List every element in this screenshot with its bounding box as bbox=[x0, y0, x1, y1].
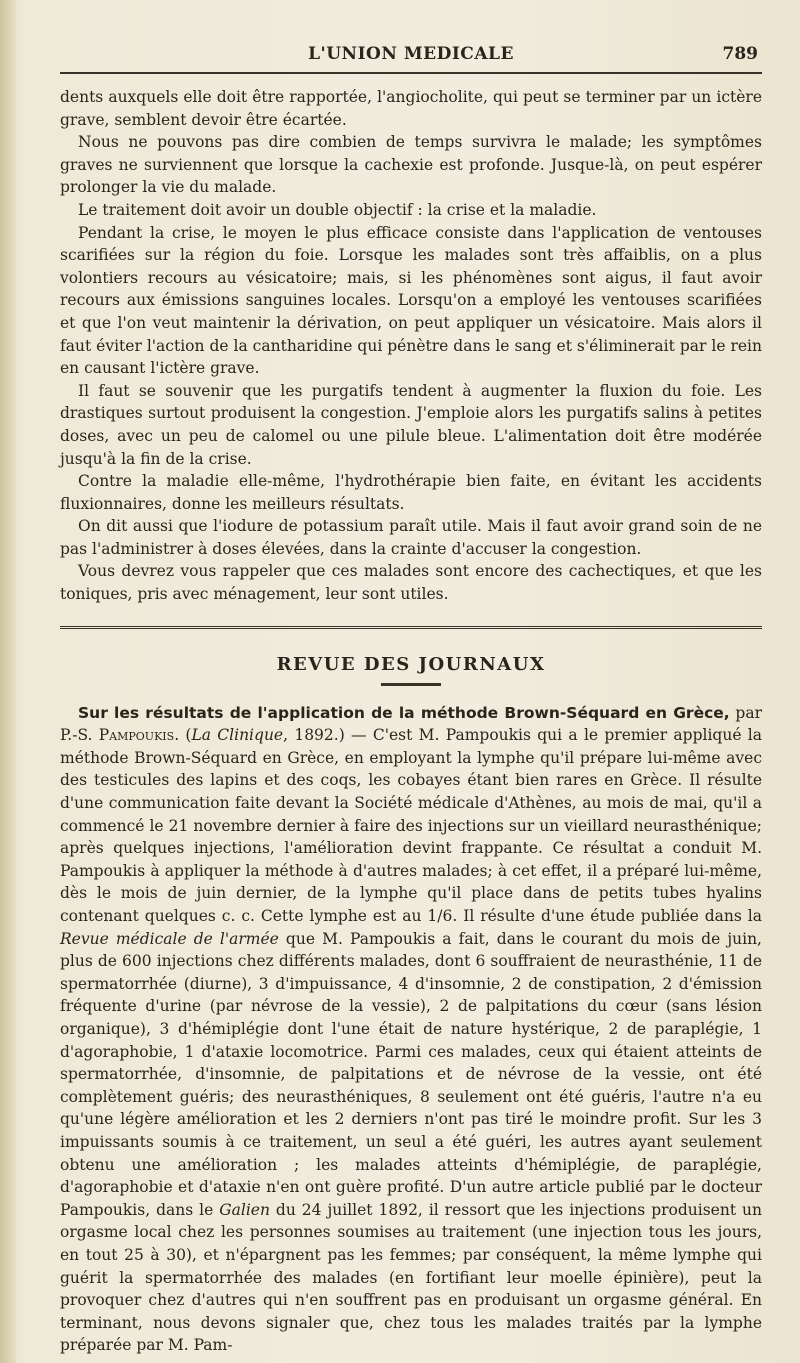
paragraph: Vous devrez vous rappeler que ces malades sont encore des cachectiques, et que les toniques, pris avec ménagement, leur sont utiles. bbox=[60, 562, 762, 604]
paragraph: Il faut se souvenir que les purgatifs tendent à augmenter la fluxion du foie. Les drastiques surtout produisent la congestion. J'emploie alors les purgatifs salins à petites doses, avec un peu de calomel ou une pilule bleue. L'alimentation doit être modérée jusqu'à la fin de la crise. bbox=[60, 381, 762, 468]
paragraph: Pendant la crise, le moyen le plus efficace consiste dans l'application de ventouses scarifiées sur la région du foie. Lorsque les malades sont très affaiblis, on a plus volontiers recours au vésicatoire; mais, si les phénomènes sont aigus, il faut avoir recours aux émissions sanguines locales. Lorsqu'on a employé les ventouses scarifiées et que l'on veut maintenir la dérivation, on peut appliquer un vésicatoire. Mais alors il faut éviter l'action de la cantharidine qui pénètre dans le sang et s'éliminerait par le rein en causant l'ictère grave. bbox=[60, 223, 762, 378]
article-by: par P.-S. bbox=[60, 703, 762, 745]
paragraph: dents auxquels elle doit être rapportée, l'angiocholite, qui peut se terminer par un ictère grave, semblent devoir être écartée. bbox=[60, 88, 762, 129]
article-title: Sur les résultats de l'application de la méthode Brown-Séquard en Grèce, bbox=[78, 703, 730, 722]
lecture-text bbox=[60, 86, 762, 606]
article-author: Pampoukis bbox=[98, 726, 175, 745]
title-dash bbox=[381, 683, 441, 686]
header-rule bbox=[60, 72, 762, 74]
revue-journal: Revue médicale de l'armée bbox=[60, 929, 279, 948]
source-journal: La Clinique bbox=[191, 726, 284, 745]
running-title: L'UNION MEDICALE bbox=[308, 44, 514, 64]
section-title: REVUE DES JOURNAUX bbox=[276, 653, 546, 675]
section-divider bbox=[60, 626, 762, 632]
article-text: que M. Pampoukis a fait, dans le courant du mois de juin, plus de 600 injections chez différents malades, dont 6 souffraient de neurasthénie, 11 de spermatorrhée (diurne), 3 d'impuissance, 4 d'insomnie, 2 de constipation, 2 d'émission fréquente d'urine (par névrose de la vessie), 2 de palpitations du cœur (sans lésion organique), 3 d'hémiplégie dont l'une était de nature hystérique, 2 de paraplégie, 1 d'agoraphobie, 1 d'ataxie locomotrice. Parmi ces malades, ceux qui étaient atteints de spermatorrhée, d'insomnie, de palpitations et de névrose de la vessie, ont été complètement guéris; des neurasthéniques, 8 seulement ont été guéris, l'autre n'a eu qu'une légère amélioration et les 2 derniers n'ont pas tiré le moindre profit. Sur les 3 impuissants soumis à ce traitement, un seul a été guéri, les autres ayant seulement obtenu une amélioration ; les malades atteints d'hémiplégie, de paraplégie, d'agoraphobie et d'ataxie n'en ont guère profité. D'un autre article publié par le docteur Pampoukis, dans le bbox=[60, 929, 762, 1219]
article-text: , 1892.) — C'est M. Pampoukis qui a le premier appliqué la méthode Brown-Séquard en Grèce, en employant la lymphe qu'il prépare lui-même avec des testicules des lapins et des coqs, les cobayes étant bien rares en Grèce. Il résulte d'une communication faite devant la Société médicale d'Athènes, au mois de mai, qu'il a commencé le 21 novembre dernier à faire des injections sur un vieillard neurasthénique; après quelques injections, l'amélioration devint frappante. Ce résultat a conduit M. Pampoukis à appliquer la méthode à d'autres malades; à cet effet, il a préparé lui-même, dès le mois de juin dernier, de la lymphe qu'il place dans de petits tubes hyalins contenant quelques c. c. Cette lymphe est au 1/6. Il résulte d'une étude publiée dans la bbox=[60, 726, 762, 925]
article-text: du 24 juillet 1892, il ressort que les injections produisent un orgasme local chez les personnes soumises au traitement (une injection tous les jours, en tout 25 à 30), et n'épargnent pas les femmes; par conséquent, la même lymphe qui guérit la spermatorrhée des malades (en fortifiant leur moelle épinière), peut la provoquer chez d'autres qui n'en souffrent pas en produisant un orgasme général. En terminant, nous devons signaler que, chez tous les malades traités par la lymphe préparée par M. Pam- bbox=[60, 1200, 762, 1355]
paragraph: Contre la maladie elle-même, l'hydrothérapie bien faite, en évitant les accidents fluxionnaires, donne les meilleurs résultats. bbox=[60, 472, 762, 513]
page-binding-edge bbox=[0, 0, 16, 1363]
article-source-open: . ( bbox=[174, 726, 192, 745]
page-number: 789 bbox=[722, 44, 758, 64]
paragraph: On dit aussi que l'iodure de potassium paraît utile. Mais il faut avoir grand soin de ne pas l'administrer à doses élevées, dans la crainte d'accuser la congestion. bbox=[60, 517, 762, 558]
paragraph: Le traitement doit avoir un double objectif : la crise et la maladie. bbox=[78, 200, 597, 219]
article-body bbox=[60, 702, 762, 1357]
paragraph: Nous ne pouvons pas dire combien de temps survivra le malade; les symptômes graves ne surviennent que lorsque la cachexie est profonde. Jusque-là, on peut espérer prolonger la vie du malade. bbox=[60, 133, 762, 197]
page-header bbox=[60, 36, 762, 70]
galien-journal: Galien bbox=[219, 1200, 270, 1219]
